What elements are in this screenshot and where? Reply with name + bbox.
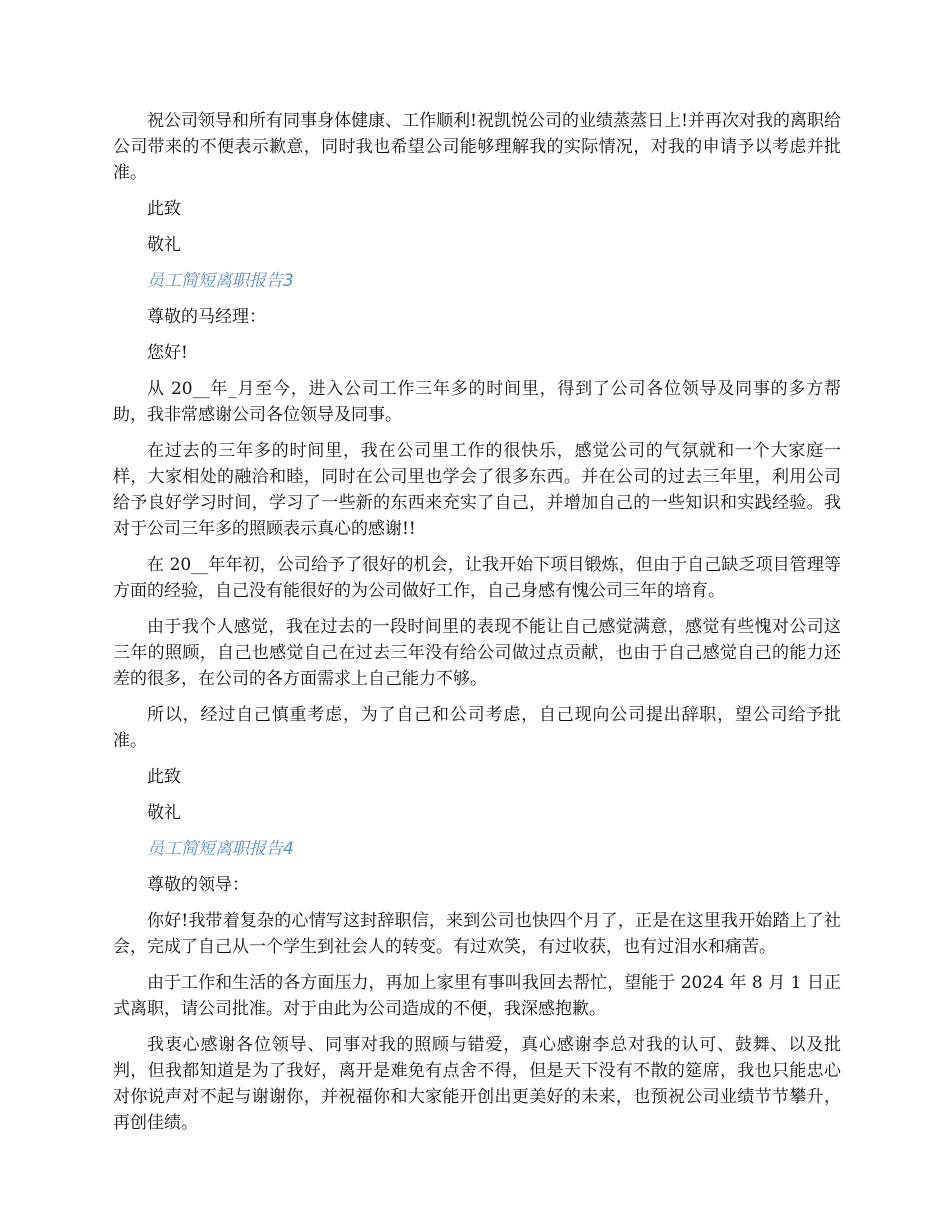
salutation: 尊敬的领导： bbox=[147, 875, 249, 895]
closing-line: 此致 bbox=[147, 767, 181, 787]
paragraph: 我衷心感谢各位领导、同事对我的照顾与错爱，真心感谢李总对我的认可、鼓舞、以及批判，但我都知道是为了我好，离开是难免有点舍不得，但是天下没有不散的筵席，我也只能忠心对你说声对不起与谢谢你，并祝福你和大家能开创出更美好的未来，也预祝公司业绩节节攀升，再创佳绩。 bbox=[113, 1035, 841, 1133]
paragraph: 祝公司领导和所有同事身体健康、工作顺利!祝凯悦公司的业绩蒸蒸日上!并再次对我的离职给公司带来的不便表示歉意，同时我也希望公司能够理解我的实际情况，对我的申请予以考虑并批准。 bbox=[113, 111, 841, 183]
paragraph: 从 20__年_月至今，进入公司工作三年多的时间里，得到了公司各位领导及同事的多方帮助，我非常感谢公司各位领导及同事。 bbox=[113, 379, 841, 425]
salutation: 尊敬的马经理： bbox=[147, 307, 266, 327]
paragraph: 你好!我带着复杂的心情写这封辞职信，来到公司也快四个月了，正是在这里我开始踏上了社会，完成了自己从一个学生到社会人的转变。有过欢笑，有过收获，也有过泪水和痛苦。 bbox=[113, 911, 841, 957]
paragraph: 由于我个人感觉，我在过去的一段时间里的表现不能让自己感觉满意，感觉有些愧对公司这三年的照顾，自己也感觉自己在过去三年没有给公司做过点贡献，也由于自己感觉自己的能力还差的很多，在公司的各方面需求上自己能力不够。 bbox=[113, 617, 841, 689]
greeting: 您好! bbox=[147, 343, 188, 363]
closing-line: 敬礼 bbox=[147, 803, 181, 823]
closing-line: 此致 bbox=[147, 199, 181, 219]
closing-line: 敬礼 bbox=[147, 235, 181, 255]
paragraph: 由于工作和生活的各方面压力，再加上家里有事叫我回去帮忙，望能于 2024 年 8 月 1 日正式离职，请公司批准。对于由此为公司造成的不便，我深感抱歉。 bbox=[113, 973, 841, 1019]
document-body bbox=[113, 108, 841, 1146]
section-heading: 员工简短离职报告4 bbox=[147, 839, 294, 859]
paragraph: 所以，经过自己慎重考虑，为了自己和公司考虑，自己现向公司提出辞职，望公司给予批准。 bbox=[113, 705, 841, 751]
paragraph: 在 20__年年初，公司给予了很好的机会，让我开始下项目锻炼，但由于自己缺乏项目管理等方面的经验，自己没有能很好的为公司做好工作，自己身感有愧公司三年的培育。 bbox=[113, 555, 841, 601]
paragraph: 在过去的三年多的时间里，我在公司里工作的很快乐，感觉公司的气氛就和一个大家庭一样，大家相处的融洽和睦，同时在公司里也学会了很多东西。并在公司的过去三年里，利用公司给予良好学习时间，学习了一些新的东西来充实了自己，并增加自己的一些知识和实践经验。我对于公司三年多的照顾表示真心的感谢!! bbox=[113, 441, 841, 539]
section-heading: 员工简短离职报告3 bbox=[147, 271, 294, 291]
